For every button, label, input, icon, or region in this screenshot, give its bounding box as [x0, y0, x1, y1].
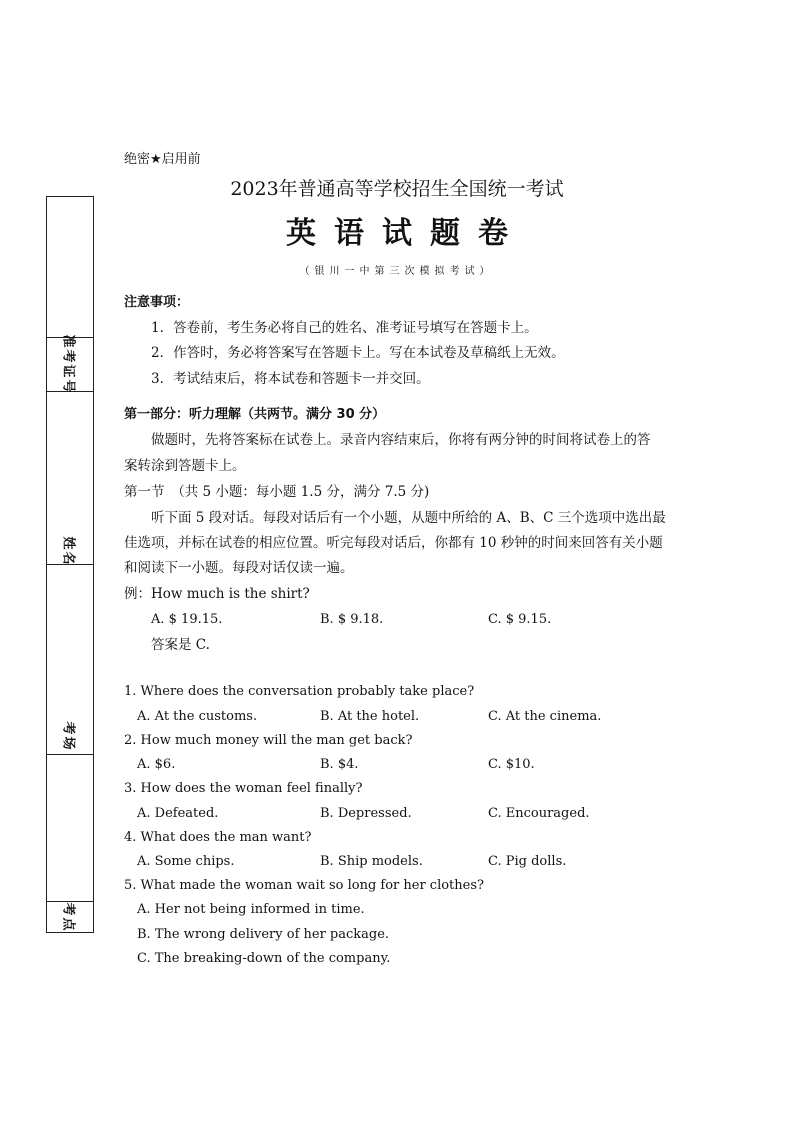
q1-option-b: B. At the hotel. [320, 709, 420, 724]
section1-instructions: 和阅读下一小题。每段对话仅读一遍。 [124, 560, 354, 576]
q3-option-b: B. Depressed. [320, 806, 412, 821]
q2-option-c: C. $10. [488, 757, 535, 772]
secret-mark: 绝密★启用前 [124, 152, 201, 167]
section1-instructions: 佳选项，并标在试卷的相应位置。听完每段对话后，你都有 10 秒钟的时间来回答有关小题 [124, 535, 663, 551]
mock-note: （银川一中第三次模拟考试） [299, 266, 495, 277]
q2-option-a: A. $6. [137, 757, 176, 772]
part1-heading: 第一部分：听力理解（共两节。满分 30 分） [124, 407, 386, 422]
part1-intro: 案转涂到答题卡上。 [124, 458, 246, 474]
q2-option-b: B. $4. [320, 757, 359, 772]
q5-option-b: B. The wrong delivery of her package. [137, 927, 390, 942]
question-3: 3. How does the woman feel finally? [124, 781, 363, 796]
strip-label-ticket: 准考证号 [47, 338, 93, 392]
q5-option-c: C. The breaking-down of the company. [137, 951, 391, 966]
q4-option-c: C. Pig dolls. [488, 854, 567, 869]
notice-item: 1．答卷前，考生务必将自己的姓名、准考证号填写在答题卡上。 [151, 320, 538, 336]
strip-blank-cell [47, 755, 93, 902]
q4-option-a: A. Some chips. [137, 854, 235, 869]
exam-title: 2023年普通高等学校招生全国统一考试 [230, 178, 564, 200]
part1-intro: 做题时，先将答案标在试卷上。录音内容结束后，你将有两分钟的时间将试卷上的答 [151, 432, 651, 448]
notice-item: 2．作答时，务必将答案写在答题卡上。写在本试卷及草稿纸上无效。 [151, 345, 565, 361]
q1-option-c: C. At the cinema. [488, 709, 602, 724]
binding-strip [46, 196, 94, 933]
question-5: 5. What made the woman wait so long for her clothes? [124, 878, 484, 893]
notice-item: 3．考试结束后，将本试卷和答题卡一并交回。 [151, 371, 430, 387]
example-option-a: A. $ 19.15. [151, 612, 223, 627]
question-2: 2. How much money will the man get back? [124, 733, 413, 748]
q3-option-c: C. Encouraged. [488, 806, 590, 821]
question-4: 4. What does the man want? [124, 830, 312, 845]
example-answer: 答案是 C. [151, 637, 210, 653]
subject-title: 英语试题卷 [286, 216, 526, 251]
q1-option-a: A. At the customs. [137, 709, 258, 724]
section1-instructions: 听下面 5 段对话。每段对话后有一个小题，从题中所给的 A、B、C 三个选项中选出最 [151, 510, 666, 526]
notice-heading: 注意事项： [124, 295, 190, 310]
strip-label-name: 姓名 [60, 536, 76, 567]
example-option-c: C. $ 9.15. [488, 612, 552, 627]
strip-label-site: 考点 [60, 901, 76, 933]
q3-option-a: A. Defeated. [137, 806, 219, 821]
question-1: 1. Where does the conversation probably take place? [124, 684, 475, 699]
q5-option-a: A. Her not being informed in time. [137, 902, 365, 917]
example-question: 例：How much is the shirt? [124, 586, 310, 602]
strip-label-room: 考场 [60, 720, 76, 752]
section1-heading: 第一节 （共 5 小题：每小题 1.5 分，满分 7.5 分) [124, 484, 430, 500]
example-option-b: B. $ 9.18. [320, 612, 384, 627]
q4-option-b: B. Ship models. [320, 854, 423, 869]
